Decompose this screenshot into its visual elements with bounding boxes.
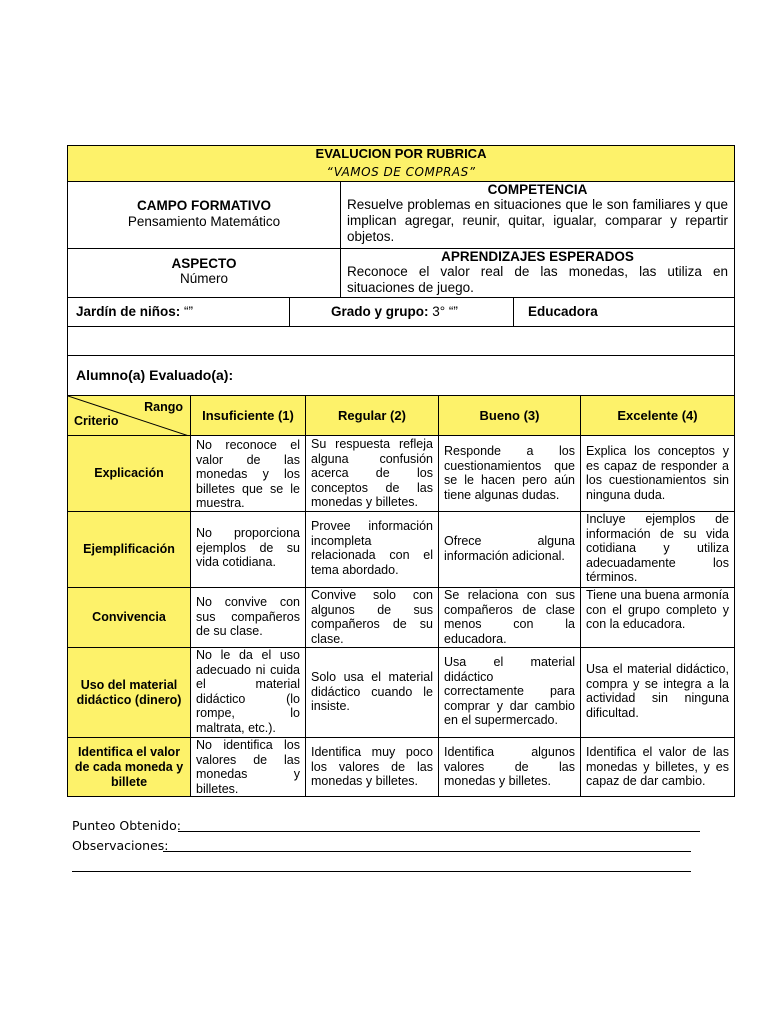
aspecto-label: ASPECTO: [171, 256, 237, 271]
aprendizajes-text: Reconoce el valor real de las monedas, las utiliza en situaciones de juego.: [347, 264, 728, 295]
criterio-explicacion: Explicación: [67, 435, 191, 512]
observaciones-label: Observaciones:: [72, 838, 169, 853]
table-cell: No identifica los valores de las monedas y billetes.: [190, 737, 306, 797]
table-cell: No le da el uso adecuado ni cuida el material didáctico (lo rompe, lo maltrata, etc.).: [190, 647, 306, 738]
table-cell: Identifica muy poco los valores de las monedas y billetes.: [305, 737, 439, 797]
aspecto-cell: [67, 248, 341, 298]
table-cell: Identifica el valor de las monedas y billetes, y es capaz de dar cambio.: [580, 737, 735, 797]
table-cell: Se relaciona con sus compañeros de clase menos con la educadora.: [438, 587, 581, 648]
table-cell: Su respuesta refleja alguna confusión acerca de los conceptos de las monedas y billetes.: [305, 435, 439, 512]
aspecto-value: Número: [179, 271, 228, 286]
table-cell: Incluye ejemplos de información de su vida cotidiana y utiliza adecuadamente los términos.: [580, 511, 735, 588]
jardin-label: Jardín de niños:: [76, 304, 181, 319]
campo-formativo-value: Pensamiento Matemático: [127, 214, 281, 229]
table-cell: Solo usa el material didáctico cuando le insiste.: [305, 647, 439, 738]
criterio-label: Criterio: [74, 414, 119, 428]
competencia-label: COMPETENCIA: [487, 182, 588, 197]
jardin-cell: [67, 297, 290, 327]
grado-cell: [289, 297, 514, 327]
column-header-insuficiente: Insuficiente (1): [190, 395, 306, 436]
column-header-excelente: Excelente (4): [580, 395, 735, 436]
criterio-identifica-valor: Identifica el valor de cada moneda y billete: [67, 737, 191, 797]
observaciones-line[interactable]: [163, 851, 691, 852]
table-cell: Identifica algunos valores de las monedas y billetes.: [438, 737, 581, 797]
table-cell: Convive solo con algunos de sus compañeros de su clase.: [305, 587, 439, 648]
column-header-bueno: Bueno (3): [438, 395, 581, 436]
grado-value: 3° “”: [432, 304, 458, 319]
aprendizajes-label: APRENDIZAJES ESPERADOS: [441, 249, 634, 264]
criterio-convivencia: Convivencia: [67, 587, 191, 648]
observaciones-extra-line[interactable]: [72, 871, 691, 872]
alumno-label: Alumno(a) Evaluado(a):: [76, 367, 234, 383]
punteo-line[interactable]: [178, 831, 700, 832]
table-cell: No convive con sus compañeros de su clase.: [190, 587, 306, 648]
table-cell: Ofrece alguna información adicional.: [438, 511, 581, 588]
rubric-subtitle: “VAMOS DE COMPRAS”: [326, 165, 476, 179]
table-cell: Responde a los cuestionamientos que se le hacen pero aún tiene algunas dudas.: [438, 435, 581, 512]
rango-label: Rango: [144, 400, 183, 414]
table-cell: No reconoce el valor de las monedas y los billetes que se le muestra.: [190, 435, 306, 512]
criterio-ejemplificacion: Ejemplificación: [67, 511, 191, 588]
table-cell: Explica los conceptos y es capaz de responder a los cuestionamientos sin ninguna duda.: [580, 435, 735, 512]
grado-text: [290, 298, 513, 319]
criterio-uso-material: Uso del material didáctico (dinero): [67, 647, 191, 738]
jardin-value: “”: [184, 304, 194, 319]
rubric-title: EVALUCION POR RUBRICA: [315, 146, 487, 161]
grado-label: Grado y grupo:: [331, 304, 429, 319]
competencia-cell: [340, 181, 735, 249]
rango-criterio-cell: [67, 395, 191, 436]
blank-row: [67, 326, 735, 356]
column-header-regular: Regular (2): [305, 395, 439, 436]
rubric-header: [67, 145, 735, 182]
table-cell: Usa el material didáctico, compra y se integra a la actividad sin ninguna dificultad.: [580, 647, 735, 738]
educadora-label: Educadora: [528, 304, 598, 319]
table-cell: Tiene una buena armonía con el grupo completo y con la educadora.: [580, 587, 735, 648]
alumno-row: [67, 355, 735, 396]
campo-formativo-cell: [67, 181, 341, 249]
table-cell: Usa el material didáctico correctamente para comprar y dar cambio en el supermercado.: [438, 647, 581, 738]
campo-formativo-label: CAMPO FORMATIVO: [137, 198, 271, 213]
educadora-cell: [513, 297, 735, 327]
table-cell: No proporciona ejemplos de su vida cotidiana.: [190, 511, 306, 588]
table-cell: Provee información incompleta relacionada con el tema abordado.: [305, 511, 439, 588]
aprendizajes-cell: [340, 248, 735, 298]
punteo-label: Punteo Obtenido:: [72, 818, 181, 833]
jardin-text: [68, 298, 289, 319]
competencia-text: Resuelve problemas en situaciones que le son familiares y que implican agregar, reunir, quitar, igualar, comparar y repartir objetos.: [347, 197, 728, 244]
